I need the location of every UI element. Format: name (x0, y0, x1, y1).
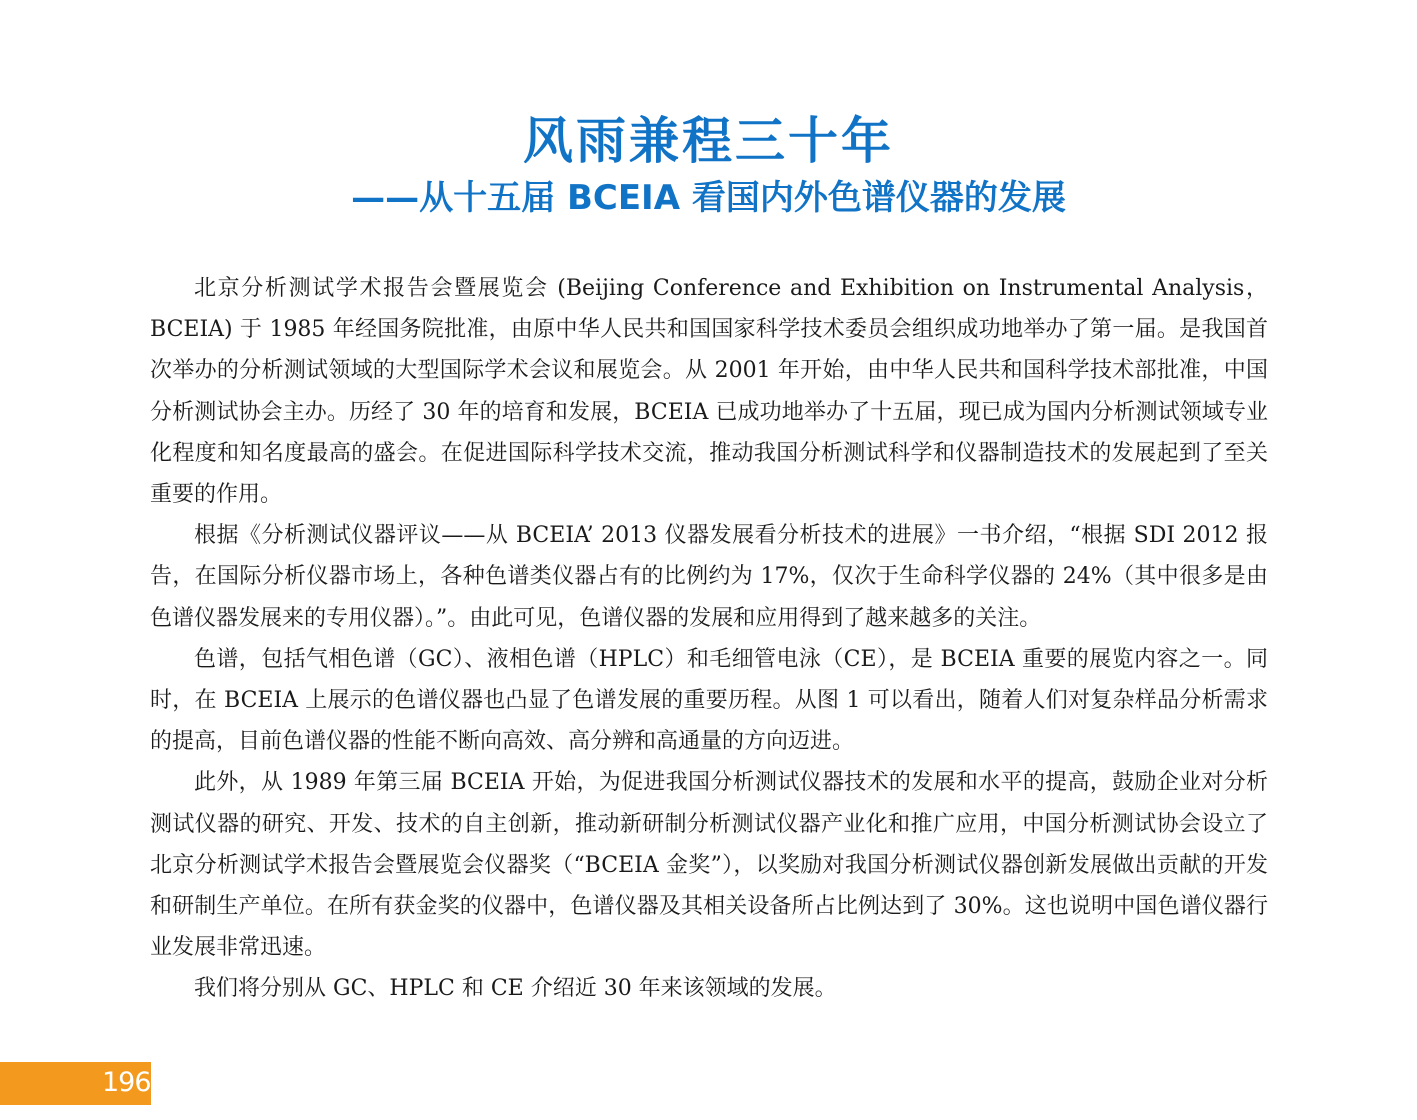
paragraph-chromatography-overview: 色谱，包括气相色谱（GC）、液相色谱（HPLC）和毛细管电泳（CE），是 BCEIA 重要的展览内容之一。同时，在 BCEIA 上展示的色谱仪器也凸显了色谱发展的重要历程。从图 1 可以看出，随着人们对复杂样品分析需求的提高，目前色谱仪器的性能不断向高效、高分辨和高通量的方向迈进。 (150, 646, 1268, 755)
page-number: 196 (102, 1067, 151, 1098)
article-body (150, 268, 1268, 1010)
paragraph-outline: 我们将分别从 GC、HPLC 和 CE 介绍近 30 年来该领域的发展。 (194, 976, 837, 1002)
paragraph-market-share: 根据《分析测试仪器评议——从 BCEIA’ 2013 仪器发展看分析技术的进展》一书介绍，“根据 SDI 2012 报告，在国际分析仪器市场上，各种色谱类仪器占有的比例约为 17%，仅次于生命科学仪器的 24%（其中很多是由色谱仪器发展来的专用仪器）。”。由此可见，色谱仪器的发展和应用得到了越来越多的关注。 (150, 523, 1268, 631)
paragraph-bceia-introduction: 北京分析测试学术报告会暨展览会 (Beijing Conference and Exhibition on Instrumental Analysis，BCEIA) 于 1985 年经国务院批准，由原中华人民共和国国家科学技术委员会组织成功地举办了第一届。是我国首次举办的分析测试领域的大型国际学术会议和展览会。从 2001 年开始，由中华人民共和国科学技术部批准，中国分析测试协会主办。历经了 30 年的培育和发展，BCEIA 已成功地举办了十五届，现已成为国内分析测试领域专业化程度和知名度最高的盛会。在促进国际科学技术交流，推动我国分析测试科学和仪器制造技术的发展起到了至关重要的作用。 (150, 276, 1268, 508)
article-title: 风雨兼程三十年 (523, 112, 894, 170)
paragraph-gold-award: 此外，从 1989 年第三届 BCEIA 开始，为促进我国分析测试仪器技术的发展和水平的提高，鼓励企业对分析测试仪器的研究、开发、技术的自主创新，推动新研制分析测试仪器产业化和推广应用，中国分析测试协会设立了北京分析测试学术报告会暨展览会仪器奖（“BCEIA 金奖”），以奖励对我国分析测试仪器创新发展做出贡献的开发和研制生产单位。在所有获金奖的仪器中，色谱仪器及其相关设备所占比例达到了 30%。这也说明中国色谱仪器行业发展非常迅速。 (150, 770, 1268, 961)
article-subtitle: ——从十五届 BCEIA 看国内外色谱仪器的发展 (351, 178, 1066, 218)
